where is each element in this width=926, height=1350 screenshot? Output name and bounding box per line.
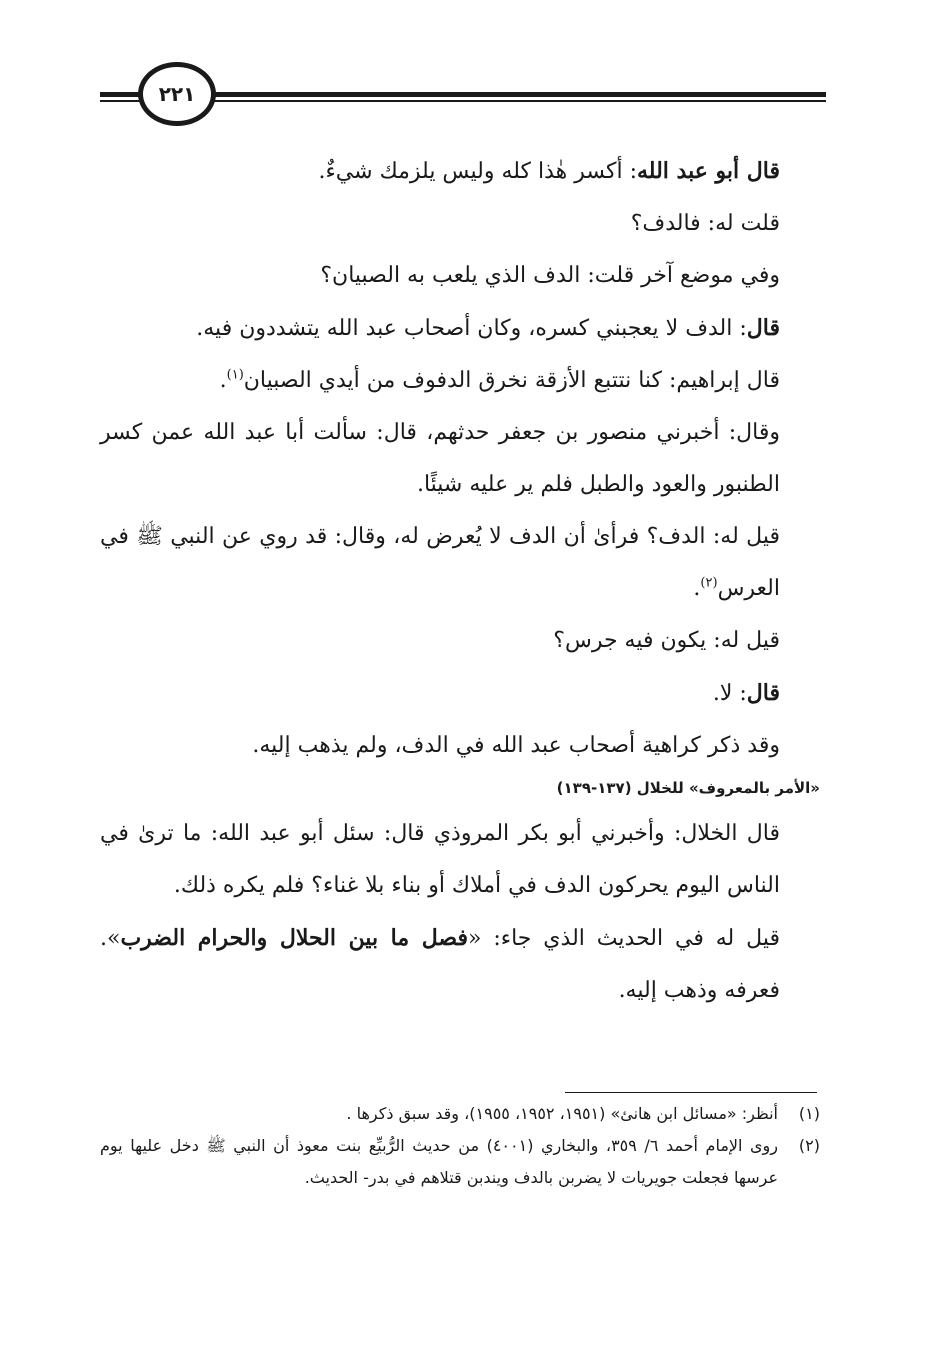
paragraph	[100, 808, 820, 912]
footnotes	[100, 1098, 820, 1194]
paragraph-text: قيل له: الدف؟ فرأىٰ أن الدف لا يُعرض له، وقال: قد روي عن النبي ﷺ في العرس	[100, 524, 780, 601]
paragraph-text: : أكسر هٰذا كله وليس يلزمك شيءٌ.	[318, 159, 637, 184]
footnote-marker[interactable]: (١)	[226, 367, 244, 383]
hadith-quote: فصل ما بين الحلال والحرام الضرب	[120, 925, 468, 951]
paragraph-text: قال الخلال: وأخبرني أبو بكر المروذي قال: سئل أبو عبد الله: ما ترىٰ في الناس اليوم يحركون الدف في أملاك أو بناء بلا غناء؟ فلم يكره ذلك.	[100, 821, 780, 898]
paragraph-tail: ». فعرفه وذهب إليه.	[100, 926, 780, 1003]
paragraph	[100, 198, 820, 250]
page-header	[100, 62, 826, 142]
footnote-number: (٢)	[798, 1136, 820, 1155]
paragraph	[100, 667, 820, 720]
footnote-number: (١)	[798, 1104, 820, 1123]
speaker-label: قال	[746, 315, 780, 341]
paragraph	[100, 407, 820, 511]
paragraph	[100, 511, 820, 615]
paragraph-tail: .	[219, 368, 227, 393]
paragraph	[100, 615, 820, 667]
paragraph-text: : الدف لا يعجبني كسره، وكان أصحاب عبد الله يتشددون فيه.	[196, 316, 747, 341]
paragraph	[100, 250, 820, 302]
footnote-text: روى الإمام أحمد ٦/ ٣٥٩، والبخاري (٤٠٠١) من حديث الرُّبيِّع بنت معوذ أن النبي ﷺ دخل عليها يوم عرسها فجعلت جويريات لا يضربن بالدف ويندبن قتلاهم في بدر- الحديث.	[100, 1136, 779, 1187]
paragraph-text: قال إبراهيم: كنا نتتبع الأزقة نخرق الدفوف من أيدي الصبيان	[243, 368, 780, 393]
paragraph	[100, 355, 820, 407]
paragraph-text: وقال: أخبرني منصور بن جعفر حدثهم، قال: سألت أبا عبد الله عمن كسر الطنبور والعود والطبل فلم ير عليه شيئًا.	[100, 420, 780, 497]
page-number-badge	[138, 62, 216, 126]
source-reference: «الأمر بالمعروف» للخلال (١٣٧-١٣٩)	[556, 779, 820, 797]
paragraph	[100, 912, 820, 1017]
paragraph-text: قيل له: يكون فيه جرس؟	[553, 628, 780, 653]
page-number: ٢٢١	[158, 82, 196, 106]
paragraph-text: قيل له في الحديث الذي جاء: «	[467, 926, 780, 951]
paragraph-text: وفي موضع آخر قلت: الدف الذي يلعب به الصبيان؟	[320, 263, 780, 288]
speaker-label: قال أبو عبد الله	[637, 158, 780, 184]
footnote-separator	[565, 1092, 817, 1093]
main-text	[100, 145, 820, 1017]
footnote-marker[interactable]: (٢)	[700, 575, 718, 591]
paragraph	[100, 720, 820, 772]
footnote	[100, 1130, 820, 1194]
paragraph-text: : لا.	[712, 681, 747, 706]
paragraph-text: وقد ذكر كراهية أصحاب عبد الله في الدف، ولم يذهب إليه.	[252, 733, 780, 758]
speaker-label: قال	[746, 680, 780, 706]
footnote-text: أنظر: «مسائل ابن هانئ» (١٩٥١، ١٩٥٢، ١٩٥٥)، وقد سبق ذكرها .	[346, 1104, 778, 1123]
paragraph	[100, 145, 820, 198]
paragraph-tail: .	[693, 576, 701, 601]
footnote	[100, 1098, 820, 1130]
paragraph-text: قلت له: فالدف؟	[630, 211, 780, 236]
paragraph	[100, 302, 820, 355]
